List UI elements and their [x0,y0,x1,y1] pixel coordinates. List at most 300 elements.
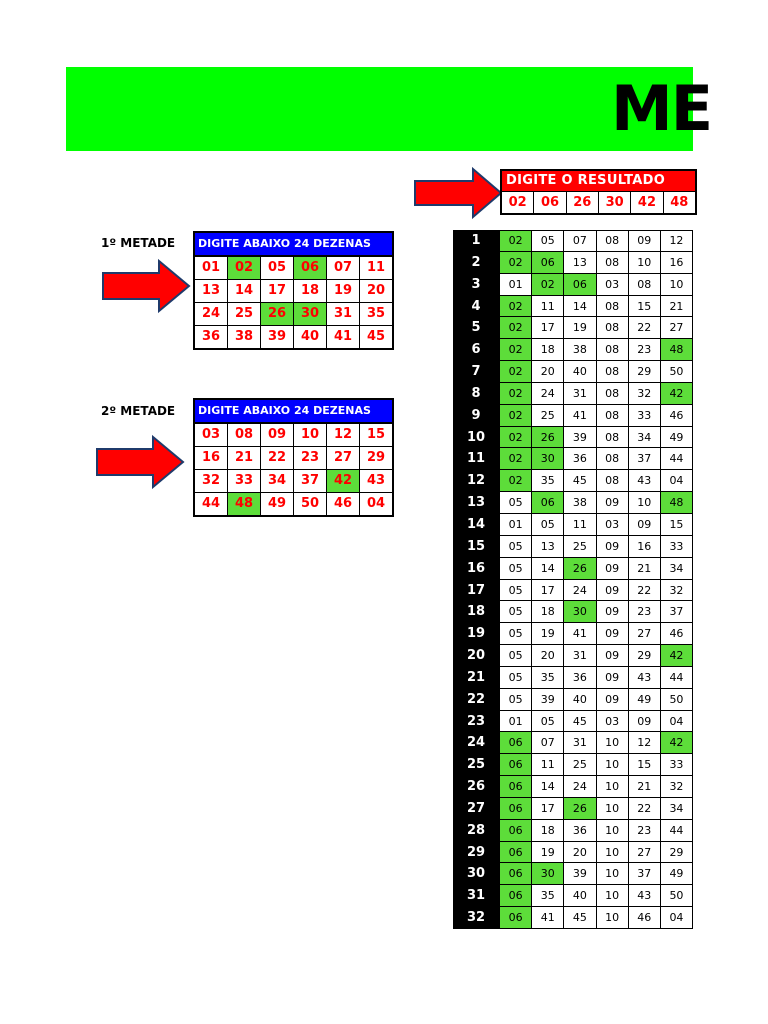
game-cell: 05 [499,623,532,645]
game-cell: 20 [564,842,596,864]
game-cell: 07 [532,732,564,754]
game-cell: 45 [564,907,596,929]
game-cell: 01 [499,274,532,296]
dozen-cell[interactable]: 46 [327,493,360,515]
dozen-cell[interactable]: 22 [261,447,294,469]
game-cell: 05 [499,689,532,711]
game-row [453,514,693,536]
game-cell: 15 [661,514,693,536]
game-cell: 03 [597,711,629,733]
game-cell: 17 [532,798,564,820]
game-cell: 19 [532,842,564,864]
game-row [453,448,693,470]
game-number: 23 [453,711,499,733]
title-banner [66,67,712,151]
game-cell: 26 [532,427,564,449]
game-cell: 02 [499,470,532,492]
game-cell: 06 [564,274,596,296]
game-cell: 45 [564,711,596,733]
dozen-row [195,470,392,493]
game-cell: 10 [629,252,661,274]
game-cell: 19 [564,317,596,339]
game-cell: 36 [564,820,596,842]
game-number: 11 [453,448,499,470]
game-cell: 30 [564,601,596,623]
game-cell: 02 [499,317,532,339]
game-cell: 42 [661,383,693,405]
game-row [453,492,693,514]
game-cell: 03 [597,274,629,296]
game-cell: 25 [564,536,596,558]
game-cell: 10 [597,885,629,907]
game-cell: 18 [532,820,564,842]
game-number: 20 [453,645,499,667]
result-number[interactable]: 48 [670,195,689,210]
game-row [453,645,693,667]
game-cell: 29 [629,361,661,383]
game-cell: 22 [629,798,661,820]
dozen-cell[interactable]: 09 [261,424,294,446]
game-cell: 27 [661,317,693,339]
game-cell: 49 [629,689,661,711]
game-cell: 12 [661,230,693,252]
dozen-cell[interactable]: 11 [366,260,386,275]
game-cell: 41 [564,405,596,427]
second-half-table [193,398,394,517]
game-cell: 12 [629,732,661,754]
result-number[interactable]: 26 [567,192,599,213]
first-half-label: 1º METADE [101,236,176,250]
game-number: 12 [453,470,499,492]
game-cell: 06 [499,732,532,754]
dozen-cell[interactable]: 39 [261,326,294,348]
second-half-label: 2º METADE [101,404,176,418]
game-row [453,230,693,252]
game-cell: 18 [532,601,564,623]
game-row [453,623,693,645]
dozen-row [195,424,392,447]
game-cell: 24 [564,776,596,798]
game-cell: 09 [597,623,629,645]
game-cell: 10 [597,754,629,776]
game-cell: 42 [661,732,693,754]
result-header: DIGITE O RESULTADO [502,171,695,192]
game-cell: 25 [532,405,564,427]
game-number: 5 [453,317,499,339]
game-cell: 48 [661,339,693,361]
dozen-cell[interactable]: 24 [195,303,228,325]
game-cell: 22 [629,580,661,602]
dozen-cell[interactable]: 33 [228,470,261,492]
dozen-cell[interactable]: 48 [228,493,261,515]
game-cell: 32 [629,383,661,405]
game-cell: 20 [532,645,564,667]
game-row [453,470,693,492]
game-number: 24 [453,732,499,754]
game-cell: 05 [532,514,564,536]
game-cell: 10 [597,732,629,754]
dozen-row [195,303,392,326]
game-cell: 40 [564,361,596,383]
game-number: 3 [453,274,499,296]
dozen-row [195,447,392,470]
game-number: 7 [453,361,499,383]
dozen-cell[interactable]: 30 [294,303,327,325]
game-cell: 33 [661,536,693,558]
right-arrow-icon [95,436,185,488]
game-cell: 22 [629,317,661,339]
game-cell: 31 [564,383,596,405]
game-cell: 02 [499,405,532,427]
dozen-cell[interactable]: 40 [294,326,327,348]
game-cell: 02 [499,339,532,361]
game-cell: 09 [597,667,629,689]
game-row [453,689,693,711]
game-cell: 29 [629,645,661,667]
game-cell: 34 [661,798,693,820]
game-cell: 39 [564,427,596,449]
game-cell: 21 [629,776,661,798]
game-cell: 13 [532,536,564,558]
game-cell: 30 [532,863,564,885]
game-cell: 16 [629,536,661,558]
dozen-row [195,493,392,515]
game-number: 32 [453,907,499,929]
game-cell: 34 [629,427,661,449]
game-row [453,711,693,733]
result-row [502,192,695,213]
game-row [453,317,693,339]
game-cell: 21 [661,296,693,318]
dozen-cell[interactable]: 50 [294,493,327,515]
game-cell: 40 [564,885,596,907]
game-row [453,907,693,929]
game-cell: 15 [629,296,661,318]
game-cell: 32 [661,580,693,602]
game-number: 27 [453,798,499,820]
game-cell: 20 [532,361,564,383]
game-row [453,339,693,361]
game-cell: 02 [499,427,532,449]
dozen-cell[interactable]: 42 [327,470,360,492]
game-cell: 05 [499,492,532,514]
game-cell: 05 [499,667,532,689]
game-cell: 02 [499,361,532,383]
right-arrow-icon [413,168,503,218]
dozen-cell[interactable]: 27 [327,447,360,469]
game-cell: 35 [532,885,564,907]
dozen-cell[interactable]: 17 [261,280,294,302]
game-cell: 14 [564,296,596,318]
game-cell: 43 [629,667,661,689]
game-cell: 37 [629,448,661,470]
game-cell: 03 [597,514,629,536]
game-row [453,536,693,558]
dozen-cell[interactable]: 06 [294,257,327,279]
game-cell: 44 [661,448,693,470]
dozen-cell[interactable]: 01 [195,257,228,279]
game-cell: 05 [532,230,564,252]
game-row [453,558,693,580]
games-table [453,230,693,929]
game-number: 16 [453,558,499,580]
game-cell: 05 [499,645,532,667]
game-cell: 01 [499,514,532,536]
game-cell: 04 [661,711,693,733]
game-cell: 11 [532,296,564,318]
dozen-cell[interactable]: 19 [327,280,360,302]
game-cell: 05 [499,601,532,623]
game-cell: 09 [597,536,629,558]
game-cell: 38 [564,339,596,361]
game-cell: 35 [532,667,564,689]
dozen-cell[interactable]: 38 [228,326,261,348]
game-cell: 09 [629,514,661,536]
banner-title: ME [611,72,712,145]
game-cell: 41 [564,623,596,645]
game-number: 10 [453,427,499,449]
game-cell: 43 [629,470,661,492]
game-cell: 09 [597,492,629,514]
game-cell: 08 [597,427,629,449]
game-cell: 06 [499,885,532,907]
dozen-cell[interactable]: 04 [366,496,386,511]
game-cell: 13 [564,252,596,274]
dozen-cell[interactable]: 20 [366,283,386,298]
game-cell: 05 [499,536,532,558]
game-cell: 08 [597,448,629,470]
game-cell: 09 [629,711,661,733]
game-number: 2 [453,252,499,274]
game-cell: 09 [597,601,629,623]
game-cell: 38 [564,492,596,514]
dozen-cell[interactable]: 41 [327,326,360,348]
game-cell: 39 [532,689,564,711]
game-cell: 46 [661,623,693,645]
game-cell: 06 [499,776,532,798]
game-cell: 41 [532,907,564,929]
game-cell: 08 [597,383,629,405]
game-cell: 42 [661,645,693,667]
dozen-row [195,257,392,280]
dozen-cell[interactable]: 37 [294,470,327,492]
game-cell: 10 [597,820,629,842]
game-row [453,667,693,689]
result-box [500,169,697,215]
game-cell: 17 [532,317,564,339]
dozen-cell[interactable]: 03 [195,424,228,446]
game-cell: 49 [661,427,693,449]
game-number: 4 [453,296,499,318]
dozen-cell[interactable]: 32 [195,470,228,492]
game-cell: 31 [564,732,596,754]
dozen-cell[interactable]: 34 [261,470,294,492]
game-cell: 14 [532,776,564,798]
game-cell: 27 [629,842,661,864]
game-cell: 06 [499,754,532,776]
game-number: 13 [453,492,499,514]
game-number: 26 [453,776,499,798]
game-cell: 06 [532,492,564,514]
dozen-row [195,326,392,348]
game-cell: 02 [532,274,564,296]
game-cell: 46 [629,907,661,929]
game-cell: 08 [597,252,629,274]
game-cell: 06 [499,907,532,929]
game-cell: 39 [564,863,596,885]
game-cell: 08 [629,274,661,296]
game-number: 9 [453,405,499,427]
game-cell: 02 [499,448,532,470]
game-cell: 10 [597,842,629,864]
game-row [453,754,693,776]
game-cell: 19 [532,623,564,645]
game-cell: 04 [661,907,693,929]
game-cell: 40 [564,689,596,711]
dozen-cell[interactable]: 02 [228,257,261,279]
game-cell: 08 [597,361,629,383]
game-cell: 05 [499,558,532,580]
dozen-cell[interactable]: 35 [366,306,386,321]
first-half-header: DIGITE ABAIXO 24 DEZENAS [195,233,392,257]
game-cell: 49 [661,863,693,885]
game-row [453,798,693,820]
game-cell: 21 [629,558,661,580]
dozen-cell[interactable]: 45 [366,329,386,344]
game-number: 22 [453,689,499,711]
dozen-cell[interactable]: 08 [228,424,261,446]
game-cell: 02 [499,296,532,318]
game-cell: 37 [629,863,661,885]
game-cell: 36 [564,667,596,689]
game-cell: 29 [661,842,693,864]
game-cell: 04 [661,470,693,492]
game-cell: 44 [661,667,693,689]
dozen-cell[interactable]: 21 [228,447,261,469]
dozen-cell[interactable]: 43 [366,473,386,488]
dozen-cell[interactable]: 05 [261,257,294,279]
game-cell: 15 [629,754,661,776]
game-row [453,601,693,623]
game-cell: 05 [532,711,564,733]
dozen-cell[interactable]: 07 [327,257,360,279]
first-half-table [193,231,394,350]
dozen-cell[interactable]: 12 [327,424,360,446]
game-cell: 23 [629,820,661,842]
game-cell: 44 [661,820,693,842]
dozen-cell[interactable]: 10 [294,424,327,446]
game-cell: 09 [597,689,629,711]
game-cell: 10 [597,863,629,885]
game-cell: 50 [661,885,693,907]
result-number[interactable]: 30 [599,192,631,213]
result-number[interactable]: 42 [631,192,663,213]
game-number: 14 [453,514,499,536]
dozen-cell[interactable]: 13 [195,280,228,302]
game-cell: 35 [532,470,564,492]
dozen-cell[interactable]: 15 [366,427,386,442]
game-cell: 14 [532,558,564,580]
game-number: 25 [453,754,499,776]
game-cell: 45 [564,470,596,492]
game-number: 15 [453,536,499,558]
result-number[interactable]: 02 [502,192,534,213]
game-number: 6 [453,339,499,361]
dozen-cell[interactable]: 14 [228,280,261,302]
dozen-cell[interactable]: 16 [195,447,228,469]
dozen-cell[interactable]: 49 [261,493,294,515]
game-number: 29 [453,842,499,864]
game-cell: 43 [629,885,661,907]
game-cell: 10 [597,907,629,929]
game-cell: 01 [499,711,532,733]
game-row [453,361,693,383]
right-arrow-icon [101,260,191,312]
game-cell: 37 [661,601,693,623]
game-cell: 06 [499,820,532,842]
game-cell: 08 [597,296,629,318]
dozen-cell[interactable]: 23 [294,447,327,469]
game-cell: 02 [499,383,532,405]
game-row [453,732,693,754]
game-cell: 02 [499,252,532,274]
game-cell: 10 [629,492,661,514]
dozen-cell[interactable]: 44 [195,493,228,515]
result-number[interactable]: 06 [534,192,566,213]
game-cell: 26 [564,558,596,580]
game-row [453,383,693,405]
game-cell: 09 [597,558,629,580]
game-row [453,274,693,296]
game-cell: 23 [629,601,661,623]
game-cell: 06 [499,863,532,885]
dozen-cell[interactable]: 25 [228,303,261,325]
dozen-cell[interactable]: 36 [195,326,228,348]
game-cell: 34 [661,558,693,580]
game-cell: 31 [564,645,596,667]
game-row [453,405,693,427]
game-cell: 11 [564,514,596,536]
game-row [453,427,693,449]
game-row [453,885,693,907]
game-cell: 23 [629,339,661,361]
game-cell: 24 [564,580,596,602]
dozen-cell[interactable]: 18 [294,280,327,302]
game-number: 31 [453,885,499,907]
dozen-cell[interactable]: 31 [327,303,360,325]
game-number: 30 [453,863,499,885]
game-cell: 10 [597,798,629,820]
game-cell: 25 [564,754,596,776]
game-cell: 46 [661,405,693,427]
game-cell: 16 [661,252,693,274]
game-cell: 09 [597,580,629,602]
game-cell: 50 [661,361,693,383]
game-cell: 08 [597,230,629,252]
game-cell: 06 [532,252,564,274]
game-cell: 09 [629,230,661,252]
dozen-cell[interactable]: 29 [366,450,386,465]
game-number: 18 [453,601,499,623]
game-cell: 08 [597,317,629,339]
game-row [453,580,693,602]
game-number: 17 [453,580,499,602]
game-cell: 27 [629,623,661,645]
dozen-cell[interactable]: 26 [261,303,294,325]
game-cell: 32 [661,776,693,798]
game-cell: 24 [532,383,564,405]
game-number: 8 [453,383,499,405]
